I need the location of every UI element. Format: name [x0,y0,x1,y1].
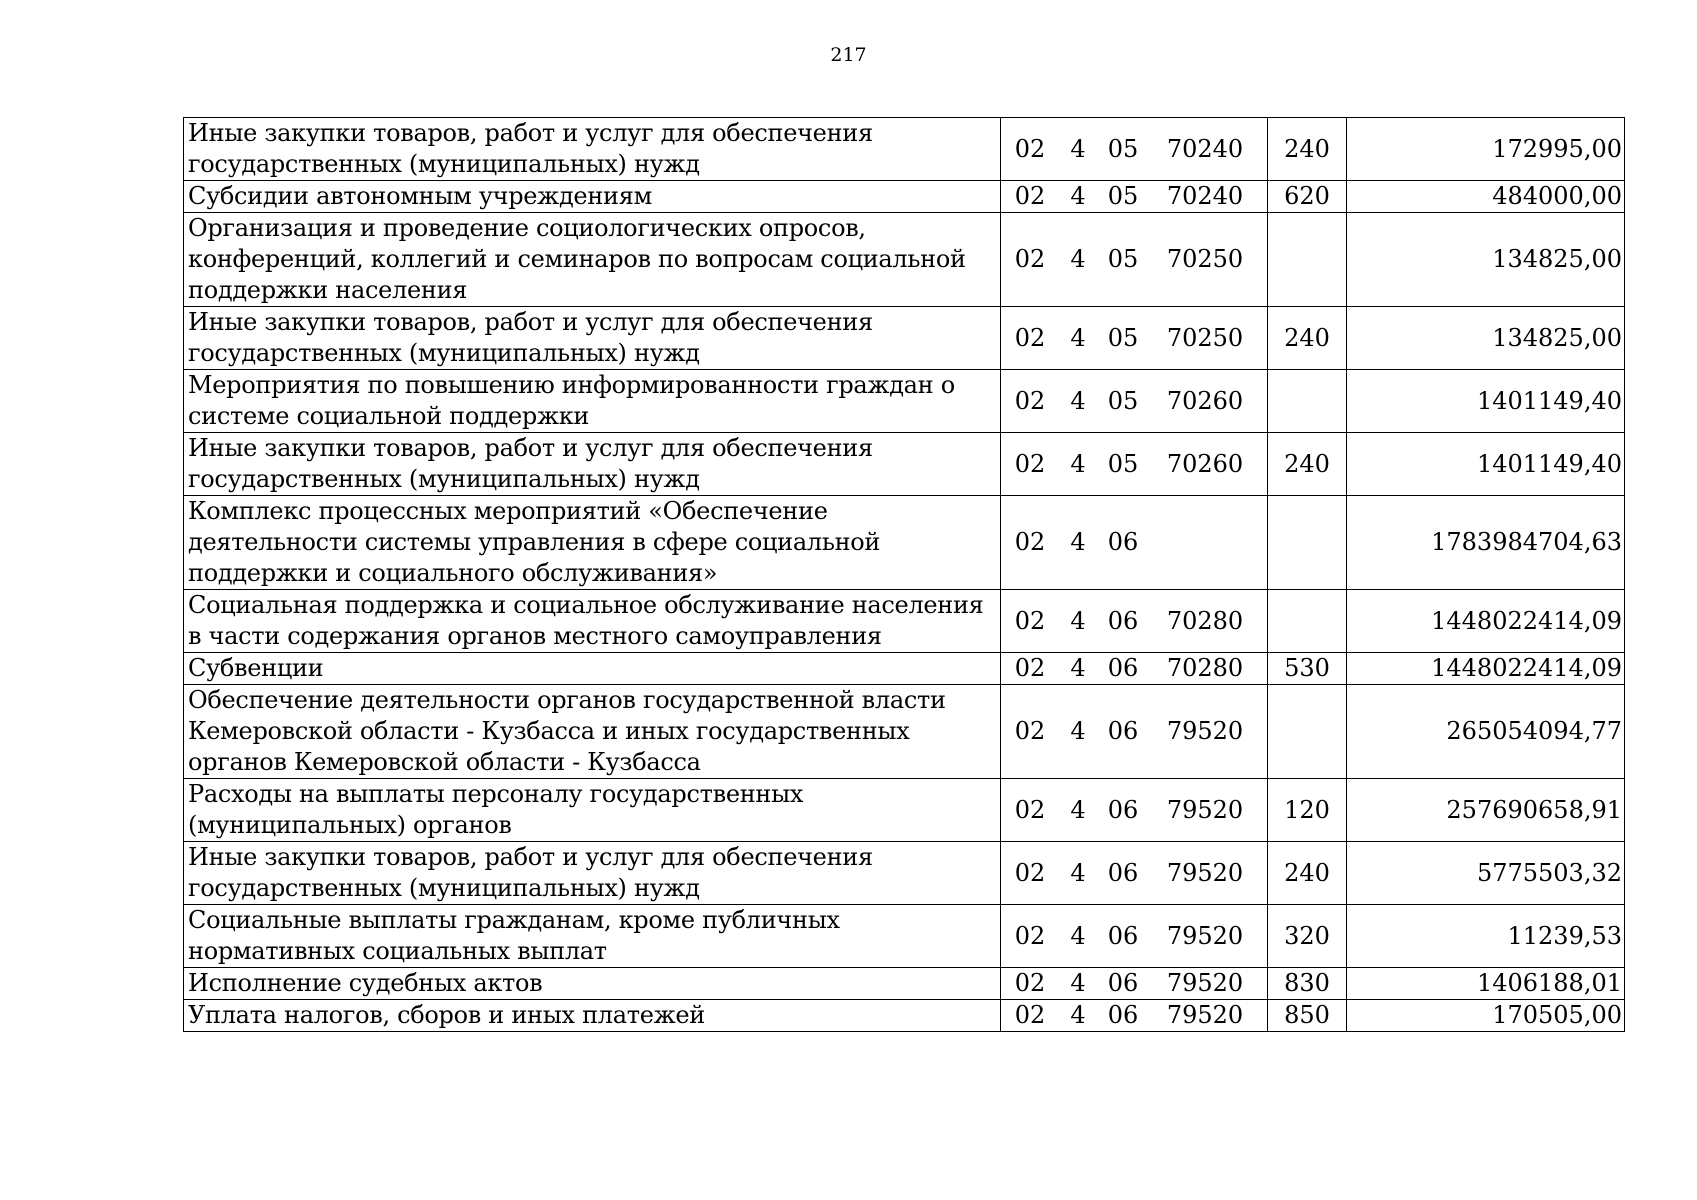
budget-table-body [184,118,1625,1032]
expense-name-cell: Комплекс процессных мероприятий «Обеспечение деятельности системы управления в сфере социальной поддержки и социального обслуживания» [184,496,1001,590]
expense-kind-cell: 120 [1268,779,1347,842]
program-code: 4 [1070,969,1086,997]
amount-cell: 1448022414,09 [1347,590,1625,653]
ministry-code: 02 [1014,245,1046,273]
table-row [184,307,1625,370]
table-row [184,496,1625,590]
ministry-code: 02 [1014,858,1046,887]
amount-cell: 1448022414,09 [1347,653,1625,685]
target-article-code-cell [1001,905,1268,968]
table-row [184,685,1625,779]
target-article-code-cell [1001,685,1268,779]
table-row [184,1000,1625,1032]
expense-name-cell: Иные закупки товаров, работ и услуг для обеспечения государственных (муниципальных) нужд [184,842,1001,905]
table-row [184,779,1625,842]
target-article-code-cell [1001,842,1268,905]
subprogram-code: 06 [1107,795,1139,824]
subprogram-code: 05 [1107,323,1139,352]
ministry-code: 02 [1014,654,1046,682]
direction-code: 79520 [1166,921,1244,950]
target-article-code-cell [1001,118,1268,181]
amount-cell: 265054094,77 [1347,685,1625,779]
direction-code: 79520 [1166,858,1244,887]
amount-cell: 257690658,91 [1347,779,1625,842]
expense-name-cell: Иные закупки товаров, работ и услуг для обеспечения государственных (муниципальных) нужд [184,307,1001,370]
expense-kind-cell: 240 [1268,842,1347,905]
expense-kind-cell [1268,213,1347,307]
expense-kind-cell [1268,370,1347,433]
target-article-code-cell [1001,181,1268,213]
ministry-code: 02 [1014,606,1046,635]
expense-kind-cell [1268,496,1347,590]
table-row [184,842,1625,905]
amount-cell: 5775503,32 [1347,842,1625,905]
amount-cell: 1401149,40 [1347,433,1625,496]
subprogram-code: 06 [1107,606,1139,635]
subprogram-code: 05 [1107,182,1139,210]
amount-cell: 1783984704,63 [1347,496,1625,590]
ministry-code: 02 [1014,921,1046,950]
target-article-code-cell [1001,496,1268,590]
direction-code: 79520 [1166,1001,1244,1029]
program-code: 4 [1070,606,1086,635]
expense-kind-cell [1268,685,1347,779]
target-article-code-cell [1001,653,1268,685]
program-code: 4 [1070,795,1086,824]
expense-name-cell: Обеспечение деятельности органов государственной власти Кемеровской области - Кузбасса и иных государственных органов Кемеровской области - Кузбасса [184,685,1001,779]
expense-kind-cell: 620 [1268,181,1347,213]
table-row [184,968,1625,1000]
direction-code: 70240 [1166,134,1244,163]
direction-code: 70280 [1166,654,1244,682]
program-code: 4 [1070,449,1086,478]
target-article-code-cell [1001,370,1268,433]
subprogram-code: 06 [1107,654,1139,682]
subprogram-code: 06 [1107,858,1139,887]
amount-cell: 134825,00 [1347,307,1625,370]
amount-cell: 11239,53 [1347,905,1625,968]
subprogram-code: 06 [1107,528,1139,556]
program-code: 4 [1070,654,1086,682]
subprogram-code: 06 [1107,969,1139,997]
direction-code: 70260 [1166,449,1244,478]
expense-name-cell: Расходы на выплаты персоналу государственных (муниципальных) органов [184,779,1001,842]
ministry-code: 02 [1014,717,1046,745]
expense-name-cell: Исполнение судебных актов [184,968,1001,1000]
subprogram-code: 05 [1107,134,1139,163]
ministry-code: 02 [1014,182,1046,210]
direction-code: 79520 [1166,795,1244,824]
ministry-code: 02 [1014,134,1046,163]
direction-code: 70280 [1166,606,1244,635]
amount-cell: 170505,00 [1347,1000,1625,1032]
ministry-code: 02 [1014,386,1046,415]
ministry-code: 02 [1014,1001,1046,1029]
expense-kind-cell: 320 [1268,905,1347,968]
expense-kind-cell: 530 [1268,653,1347,685]
expense-name-cell: Мероприятия по повышению информированности граждан о системе социальной поддержки [184,370,1001,433]
direction-code: 79520 [1166,969,1244,997]
subprogram-code: 05 [1107,245,1139,273]
expense-name-cell: Уплата налогов, сборов и иных платежей [184,1000,1001,1032]
program-code: 4 [1070,921,1086,950]
target-article-code-cell [1001,213,1268,307]
target-article-code-cell [1001,1000,1268,1032]
direction-code: 70260 [1166,386,1244,415]
amount-cell: 172995,00 [1347,118,1625,181]
target-article-code-cell [1001,307,1268,370]
ministry-code: 02 [1014,323,1046,352]
program-code: 4 [1070,245,1086,273]
expense-name-cell: Иные закупки товаров, работ и услуг для обеспечения государственных (муниципальных) нужд [184,433,1001,496]
program-code: 4 [1070,323,1086,352]
amount-cell: 1401149,40 [1347,370,1625,433]
expense-kind-cell: 240 [1268,307,1347,370]
direction-code: 79520 [1166,717,1244,745]
ministry-code: 02 [1014,969,1046,997]
table-row [184,370,1625,433]
amount-cell: 134825,00 [1347,213,1625,307]
program-code: 4 [1070,386,1086,415]
table-row [184,213,1625,307]
expense-kind-cell: 240 [1268,433,1347,496]
ministry-code: 02 [1014,449,1046,478]
ministry-code: 02 [1014,795,1046,824]
subprogram-code: 06 [1107,1001,1139,1029]
subprogram-code: 05 [1107,449,1139,478]
target-article-code-cell [1001,968,1268,1000]
ministry-code: 02 [1014,528,1046,556]
table-row [184,590,1625,653]
program-code: 4 [1070,717,1086,745]
table-row [184,181,1625,213]
amount-cell: 1406188,01 [1347,968,1625,1000]
expense-name-cell: Иные закупки товаров, работ и услуг для обеспечения государственных (муниципальных) нужд [184,118,1001,181]
target-article-code-cell [1001,779,1268,842]
page-number: 217 [830,44,867,66]
target-article-code-cell [1001,590,1268,653]
expense-kind-cell: 850 [1268,1000,1347,1032]
expense-name-cell: Социальная поддержка и социальное обслуживание населения в части содержания органов местного самоуправления [184,590,1001,653]
program-code: 4 [1070,858,1086,887]
expense-kind-cell: 240 [1268,118,1347,181]
table-row [184,433,1625,496]
program-code: 4 [1070,528,1086,556]
table-row [184,118,1625,181]
table-row [184,905,1625,968]
program-code: 4 [1070,1001,1086,1029]
amount-cell: 484000,00 [1347,181,1625,213]
expense-name-cell: Субсидии автономным учреждениям [184,181,1001,213]
table-row [184,653,1625,685]
target-article-code-cell [1001,433,1268,496]
program-code: 4 [1070,134,1086,163]
subprogram-code: 05 [1107,386,1139,415]
program-code: 4 [1070,182,1086,210]
direction-code: 70250 [1166,245,1244,273]
expense-kind-cell [1268,590,1347,653]
subprogram-code: 06 [1107,717,1139,745]
direction-code: 70250 [1166,323,1244,352]
budget-table [183,117,1625,1032]
expense-name-cell: Субвенции [184,653,1001,685]
direction-code: 70240 [1166,182,1244,210]
subprogram-code: 06 [1107,921,1139,950]
expense-kind-cell: 830 [1268,968,1347,1000]
expense-name-cell: Организация и проведение социологических опросов, конференций, коллегий и семинаров по вопросам социальной поддержки населения [184,213,1001,307]
expense-name-cell: Социальные выплаты гражданам, кроме публичных нормативных социальных выплат [184,905,1001,968]
